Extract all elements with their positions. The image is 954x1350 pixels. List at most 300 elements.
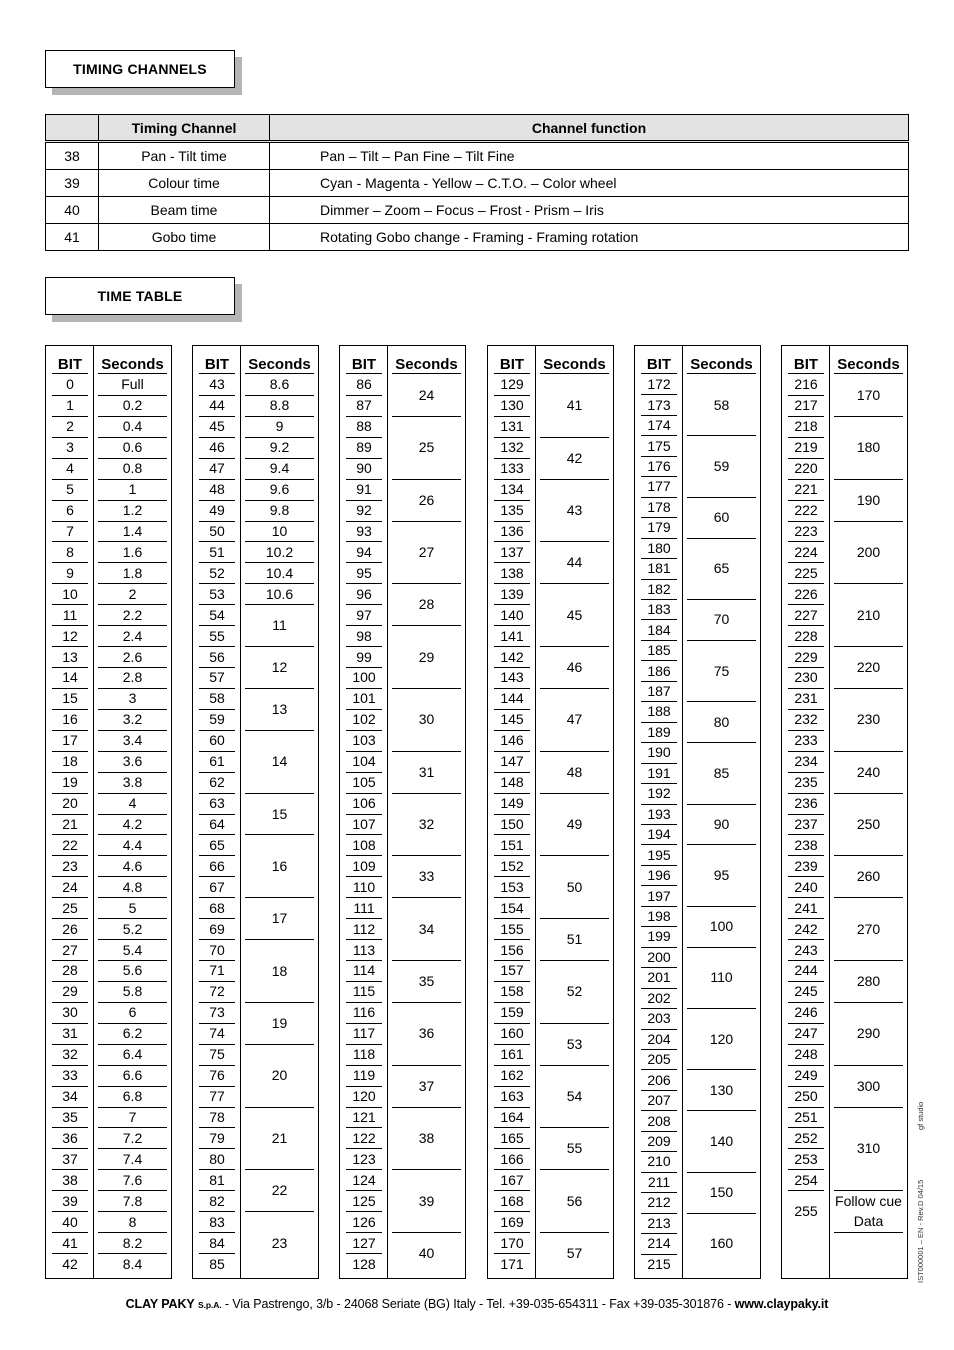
bit-value: 99	[356, 648, 372, 665]
seconds-value: 1.6	[122, 543, 143, 560]
bit-value: 107	[352, 815, 376, 832]
bit-value: 145	[500, 711, 524, 728]
footer-website: www.claypaky.it	[734, 1297, 829, 1311]
seconds-value: 7.6	[122, 1171, 143, 1188]
seconds-value: 3.2	[122, 711, 143, 728]
bit-value: 217	[794, 397, 818, 414]
bit-value: 46	[209, 439, 225, 456]
seconds-value: 8.8	[269, 397, 290, 414]
bit-value: 228	[794, 627, 818, 644]
bit-value: 117	[352, 1025, 376, 1042]
bit-value: 168	[500, 1192, 524, 1209]
seconds-value: 4.4	[122, 836, 143, 853]
bit-value: 32	[62, 1046, 78, 1063]
seconds-value: 8.2	[122, 1234, 143, 1251]
seconds-value: 11	[272, 617, 287, 634]
timing-channels-title: TIMING CHANNELS	[45, 50, 235, 88]
bit-value: 208	[647, 1112, 671, 1129]
bit-value: 239	[794, 857, 818, 874]
seconds-header: Seconds	[543, 356, 606, 373]
bit-value: 149	[500, 795, 524, 812]
bit-header: BIT	[793, 356, 819, 373]
seconds-value: 4.6	[122, 857, 143, 874]
seconds-value: 1	[128, 481, 137, 498]
timing-channel: Gobo time	[99, 224, 270, 251]
bit-value: 41	[62, 1234, 78, 1251]
bit-value: 59	[209, 711, 225, 728]
bit-value: 206	[647, 1071, 671, 1088]
bit-value: 96	[356, 585, 372, 602]
bit-value: 54	[209, 606, 225, 623]
bit-value: 113	[352, 941, 376, 958]
seconds-value: 2.2	[122, 606, 143, 623]
seconds-value: 250	[856, 815, 881, 832]
bit-value: 109	[352, 857, 376, 874]
seconds-value: 7.2	[122, 1129, 143, 1146]
bit-value: 94	[356, 543, 372, 560]
seconds-header: Seconds	[101, 356, 164, 373]
bit-value: 39	[62, 1192, 78, 1209]
bit-value: 161	[500, 1046, 524, 1063]
bit-value: 247	[794, 1025, 818, 1042]
seconds-value: 52	[566, 983, 583, 1000]
seconds-value: 9.4	[269, 460, 290, 477]
bit-value: 159	[500, 1004, 524, 1021]
bit-value: 40	[62, 1213, 78, 1230]
bit-header: BIT	[204, 356, 230, 373]
bit-value: 62	[209, 774, 225, 791]
seconds-value: 13	[271, 700, 288, 717]
seconds-value: 10.2	[265, 543, 294, 560]
bit-value: 214	[647, 1235, 671, 1252]
bit-value: 30	[62, 1004, 78, 1021]
bit-value: 233	[794, 732, 818, 749]
bit-value: 28	[62, 962, 78, 979]
bit-value: 2	[66, 418, 74, 435]
bit-value: 80	[209, 1150, 225, 1167]
bit-value: 125	[352, 1192, 376, 1209]
bit-value: 115	[352, 983, 376, 1000]
bit-header: BIT	[57, 356, 83, 373]
timing-channel: Pan - Tilt time	[99, 142, 270, 170]
bit-value: 229	[794, 648, 818, 665]
seconds-value: 41	[566, 397, 583, 414]
seconds-value: 38	[418, 1129, 435, 1146]
bit-value: 174	[647, 417, 671, 434]
bit-value: 248	[794, 1046, 818, 1063]
time-table-column	[634, 345, 761, 1279]
bit-value: 160	[500, 1025, 524, 1042]
bit-value: 37	[62, 1150, 78, 1167]
bit-value: 196	[647, 867, 671, 884]
bit-value: 235	[794, 774, 818, 791]
seconds-value: 14	[271, 753, 288, 770]
seconds-value: 200	[856, 543, 881, 560]
seconds-value: 190	[856, 491, 881, 508]
bit-value: 150	[500, 815, 524, 832]
bit-value: 254	[794, 1171, 818, 1188]
seconds-value: 80	[713, 713, 730, 730]
bit-value: 255	[794, 1203, 818, 1220]
seconds-value: 9.2	[269, 439, 290, 456]
bit-value: 24	[62, 878, 78, 895]
bit-value: 197	[647, 887, 671, 904]
bit-value: 58	[209, 690, 225, 707]
seconds-value: 8.4	[122, 1255, 143, 1272]
bit-header: BIT	[351, 356, 377, 373]
seconds-value: 32	[418, 815, 435, 832]
time-table-column	[339, 345, 466, 1279]
seconds-value: 180	[856, 439, 881, 456]
seconds-value: 85	[713, 764, 730, 781]
bit-value: 55	[209, 627, 225, 644]
seconds-value: 4.8	[122, 878, 143, 895]
bit-value: 19	[62, 774, 78, 791]
bit-value: 21	[62, 815, 78, 832]
bit-value: 140	[500, 606, 524, 623]
bit-value: 57	[209, 669, 225, 686]
bit-value: 252	[794, 1129, 818, 1146]
seconds-value: 75	[713, 662, 730, 679]
bit-value: 232	[794, 711, 818, 728]
bit-value: 22	[62, 836, 78, 853]
seconds-value: 54	[566, 1088, 583, 1105]
bit-value: 121	[352, 1109, 376, 1125]
seconds-value: 3.8	[122, 774, 143, 791]
seconds-value: 1.2	[122, 502, 143, 519]
bit-value: 211	[647, 1173, 671, 1190]
bit-value: 34	[62, 1088, 78, 1105]
bit-value: 223	[794, 522, 818, 539]
bit-value: 45	[209, 418, 225, 435]
channel-function: Pan – Tilt – Pan Fine – Tilt Fine	[270, 142, 909, 170]
seconds-value: 36	[418, 1025, 435, 1042]
bit-value: 1	[66, 397, 74, 414]
bit-value: 87	[356, 397, 372, 414]
seconds-value: 20	[271, 1067, 288, 1084]
seconds-value: 6.8	[122, 1088, 143, 1105]
seconds-value: 19	[271, 1014, 288, 1031]
bit-value: 77	[209, 1088, 225, 1105]
seconds-value: 47	[566, 711, 583, 728]
seconds-value: 270	[856, 920, 881, 937]
bit-value: 213	[647, 1214, 671, 1231]
bit-value: 151	[500, 836, 524, 853]
bit-value: 100	[352, 669, 376, 686]
bit-value: 53	[209, 585, 225, 602]
bit-value: 11	[62, 606, 78, 623]
table-row	[46, 170, 909, 197]
bit-value: 175	[647, 437, 671, 454]
seconds-value: 230	[856, 711, 881, 728]
bit-value: 92	[356, 502, 372, 519]
seconds-value: 7	[128, 1109, 137, 1125]
bit-value: 129	[500, 376, 524, 393]
bit-value: 169	[500, 1213, 524, 1230]
bit-value: 234	[794, 753, 818, 770]
bit-value: 131	[500, 418, 524, 435]
bit-value: 82	[209, 1192, 225, 1209]
bit-value: 128	[352, 1255, 376, 1272]
bit-header: BIT	[646, 356, 672, 373]
channel-number: 39	[46, 170, 99, 197]
seconds-value: 4	[128, 795, 137, 812]
seconds-value: 6	[128, 1004, 137, 1021]
seconds-value: 8	[128, 1213, 137, 1230]
seconds-header: Seconds	[395, 356, 458, 373]
bit-value: 157	[500, 962, 524, 979]
seconds-value: 34	[418, 920, 435, 937]
bit-value: 16	[62, 711, 78, 728]
seconds-value: 40	[418, 1245, 435, 1262]
seconds-value: 5.8	[122, 983, 143, 1000]
seconds-value: 59	[713, 458, 730, 475]
bit-value: 210	[647, 1153, 671, 1170]
bit-value: 104	[352, 753, 376, 770]
bit-value: 193	[647, 805, 671, 822]
seconds-value: 21	[271, 1129, 288, 1146]
bit-value: 178	[647, 498, 671, 515]
bit-value: 164	[500, 1109, 524, 1125]
seconds-value: 24	[418, 386, 435, 403]
seconds-value: 2.8	[122, 669, 143, 686]
bit-value: 13	[62, 648, 78, 665]
bit-value: 240	[794, 878, 818, 895]
bit-value: 81	[209, 1171, 225, 1188]
seconds-value: 150	[709, 1184, 734, 1201]
time-table-title: TIME TABLE	[45, 277, 235, 315]
bit-value: 194	[647, 826, 671, 843]
seconds-value: 5.6	[122, 962, 143, 979]
bit-value: 91	[356, 481, 372, 498]
seconds-value: 140	[709, 1133, 734, 1150]
seconds-value: 3	[128, 690, 137, 707]
bit-value: 142	[500, 648, 524, 665]
bit-value: 84	[209, 1234, 225, 1251]
bit-value: 6	[66, 502, 74, 519]
column-divider	[93, 346, 94, 1278]
seconds-value: 1.8	[122, 564, 143, 581]
bit-value: 105	[352, 774, 376, 791]
bit-value: 89	[356, 439, 372, 456]
bit-value: 36	[62, 1129, 78, 1146]
bit-value: 119	[352, 1067, 376, 1084]
time-table-column	[781, 345, 908, 1279]
seconds-header: Seconds	[690, 356, 753, 373]
seconds-header: Seconds	[837, 356, 900, 373]
seconds-value: 48	[566, 763, 583, 780]
bit-value: 43	[209, 376, 225, 393]
time-table-column	[45, 345, 172, 1279]
bit-value: 38	[62, 1171, 78, 1188]
seconds-value: 53	[566, 1035, 583, 1052]
table-row	[46, 224, 909, 251]
bit-value: 23	[62, 857, 78, 874]
bit-value: 90	[356, 460, 372, 477]
row-separator	[834, 1232, 903, 1233]
bit-value: 177	[647, 478, 671, 495]
bit-value: 15	[62, 690, 78, 707]
bit-value: 79	[209, 1129, 225, 1146]
table-row	[46, 142, 909, 170]
bit-value: 237	[794, 815, 818, 832]
bit-value: 86	[356, 376, 372, 393]
bit-value: 249	[794, 1067, 818, 1084]
seconds-value: 43	[566, 502, 583, 519]
bit-value: 218	[794, 418, 818, 435]
seconds-value: 31	[418, 763, 435, 780]
seconds-value: 60	[713, 509, 730, 526]
time-table-column	[192, 345, 319, 1279]
bit-value: 212	[647, 1194, 671, 1211]
bit-value: 60	[209, 732, 225, 749]
seconds-header: Seconds	[248, 356, 311, 373]
footer	[0, 1297, 954, 1311]
bit-value: 225	[794, 564, 818, 581]
seconds-value: 3.4	[122, 732, 143, 749]
bit-value: 26	[62, 920, 78, 937]
seconds-value: 50	[566, 878, 583, 895]
bit-value: 176	[647, 458, 671, 475]
bit-value: 200	[647, 948, 671, 965]
bit-value: 47	[209, 460, 225, 477]
bit-value: 187	[647, 683, 671, 700]
bit-value: 116	[352, 1004, 376, 1021]
seconds-value: 9	[275, 418, 284, 435]
seconds-value: 5.4	[122, 941, 143, 958]
studio-mark: gf studio	[916, 1101, 925, 1130]
channel-function: Dimmer – Zoom – Focus – Frost - Prism – Iris	[270, 197, 909, 224]
seconds-value: 2.6	[122, 648, 143, 665]
seconds-value: 5.2	[122, 920, 143, 937]
column-divider	[682, 346, 683, 1278]
bit-value: 120	[352, 1088, 376, 1105]
bit-value: 106	[352, 795, 376, 812]
seconds-value: 9.6	[269, 481, 290, 498]
seconds-value: 57	[566, 1245, 583, 1262]
bit-value: 209	[647, 1133, 671, 1150]
seconds-value: 3.6	[122, 753, 143, 770]
bit-value: 153	[500, 878, 524, 895]
seconds-value: 5	[128, 899, 137, 916]
bit-value: 49	[209, 502, 225, 519]
seconds-value: 6.2	[122, 1025, 143, 1042]
footer-company-suffix: S.p.A.	[198, 1300, 222, 1310]
seconds-value: 160	[709, 1235, 734, 1252]
bit-value: 103	[352, 732, 376, 749]
bit-value: 75	[209, 1046, 225, 1063]
table-row	[46, 197, 909, 224]
bit-value: 51	[209, 543, 225, 560]
seconds-value: 0.6	[122, 439, 143, 456]
seconds-value: 9.8	[269, 502, 290, 519]
bit-value: 221	[794, 481, 818, 498]
bit-value: 238	[794, 836, 818, 853]
footer-address: - Via Pastrengo, 3/b - 24068 Seriate (BG) Italy - Tel. +39-035-654311 - Fax +39-035-301876 -	[221, 1297, 735, 1311]
bit-value: 64	[209, 815, 225, 832]
seconds-value: 0.2	[122, 397, 143, 414]
bit-value: 35	[62, 1109, 78, 1125]
bit-value: 133	[500, 460, 524, 477]
seconds-value: 70	[713, 611, 730, 628]
bit-value: 183	[647, 601, 671, 618]
bit-value: 148	[500, 774, 524, 791]
bit-value: 227	[794, 606, 818, 623]
bit-value: 198	[647, 908, 671, 925]
bit-value: 141	[500, 627, 524, 644]
seconds-value: 2	[128, 585, 137, 602]
bit-value: 154	[500, 899, 524, 916]
seconds-value: 30	[418, 711, 435, 728]
bit-value: 170	[500, 1234, 524, 1251]
bit-value: 158	[500, 983, 524, 1000]
bit-value: 130	[500, 397, 524, 414]
bit-value: 76	[209, 1067, 225, 1084]
bit-value: 241	[794, 899, 818, 916]
channel-number: 38	[46, 142, 99, 170]
bit-value: 7	[66, 522, 74, 539]
bit-value: 9	[66, 564, 74, 581]
bit-value: 167	[500, 1171, 524, 1188]
bit-value: 73	[209, 1004, 225, 1021]
seconds-value: 12	[271, 659, 288, 675]
bit-value: 118	[352, 1046, 376, 1063]
header-number	[46, 115, 99, 142]
bit-value: 101	[352, 690, 376, 707]
bit-value: 236	[794, 795, 818, 812]
bit-value: 52	[209, 564, 225, 581]
seconds-value: 110	[710, 969, 733, 986]
column-divider	[535, 346, 536, 1278]
seconds-value: 28	[418, 596, 435, 613]
seconds-value: 300	[856, 1077, 881, 1094]
seconds-value: 6.4	[122, 1046, 143, 1063]
bit-value: 165	[500, 1129, 524, 1146]
seconds-value: 46	[566, 659, 583, 675]
bit-value: 173	[647, 396, 671, 413]
timing-channels-table	[45, 114, 909, 251]
seconds-value: 90	[713, 815, 730, 832]
bit-value: 126	[352, 1213, 376, 1230]
bit-value: 10	[62, 585, 78, 602]
bit-value: 231	[794, 690, 818, 707]
seconds-value: 8.6	[269, 376, 290, 393]
bit-value: 93	[356, 522, 372, 539]
seconds-value: 16	[271, 857, 288, 874]
seconds-value: 100	[709, 918, 734, 935]
seconds-value: 10.4	[265, 564, 294, 581]
bit-value: 31	[62, 1025, 78, 1042]
seconds-value: 10.6	[265, 585, 294, 602]
bit-value: 42	[62, 1255, 78, 1272]
bit-value: 108	[352, 836, 376, 853]
seconds-value: 29	[418, 648, 435, 665]
seconds-value: 45	[566, 606, 583, 623]
seconds-value: 49	[566, 815, 583, 832]
bit-value: 179	[647, 519, 671, 536]
seconds-value: 310	[856, 1140, 881, 1157]
bit-value: 44	[209, 397, 225, 414]
document-code: IST000001 – EN - Rev.D 04/15	[916, 1179, 925, 1283]
seconds-value: 15	[271, 805, 288, 822]
header-channel-function: Channel function	[270, 115, 909, 142]
bit-header: BIT	[499, 356, 525, 373]
bit-value: 190	[647, 744, 671, 761]
bit-value: 61	[209, 753, 225, 770]
timing-channel: Beam time	[99, 197, 270, 224]
bit-value: 83	[209, 1213, 225, 1230]
bit-value: 5	[66, 481, 74, 498]
